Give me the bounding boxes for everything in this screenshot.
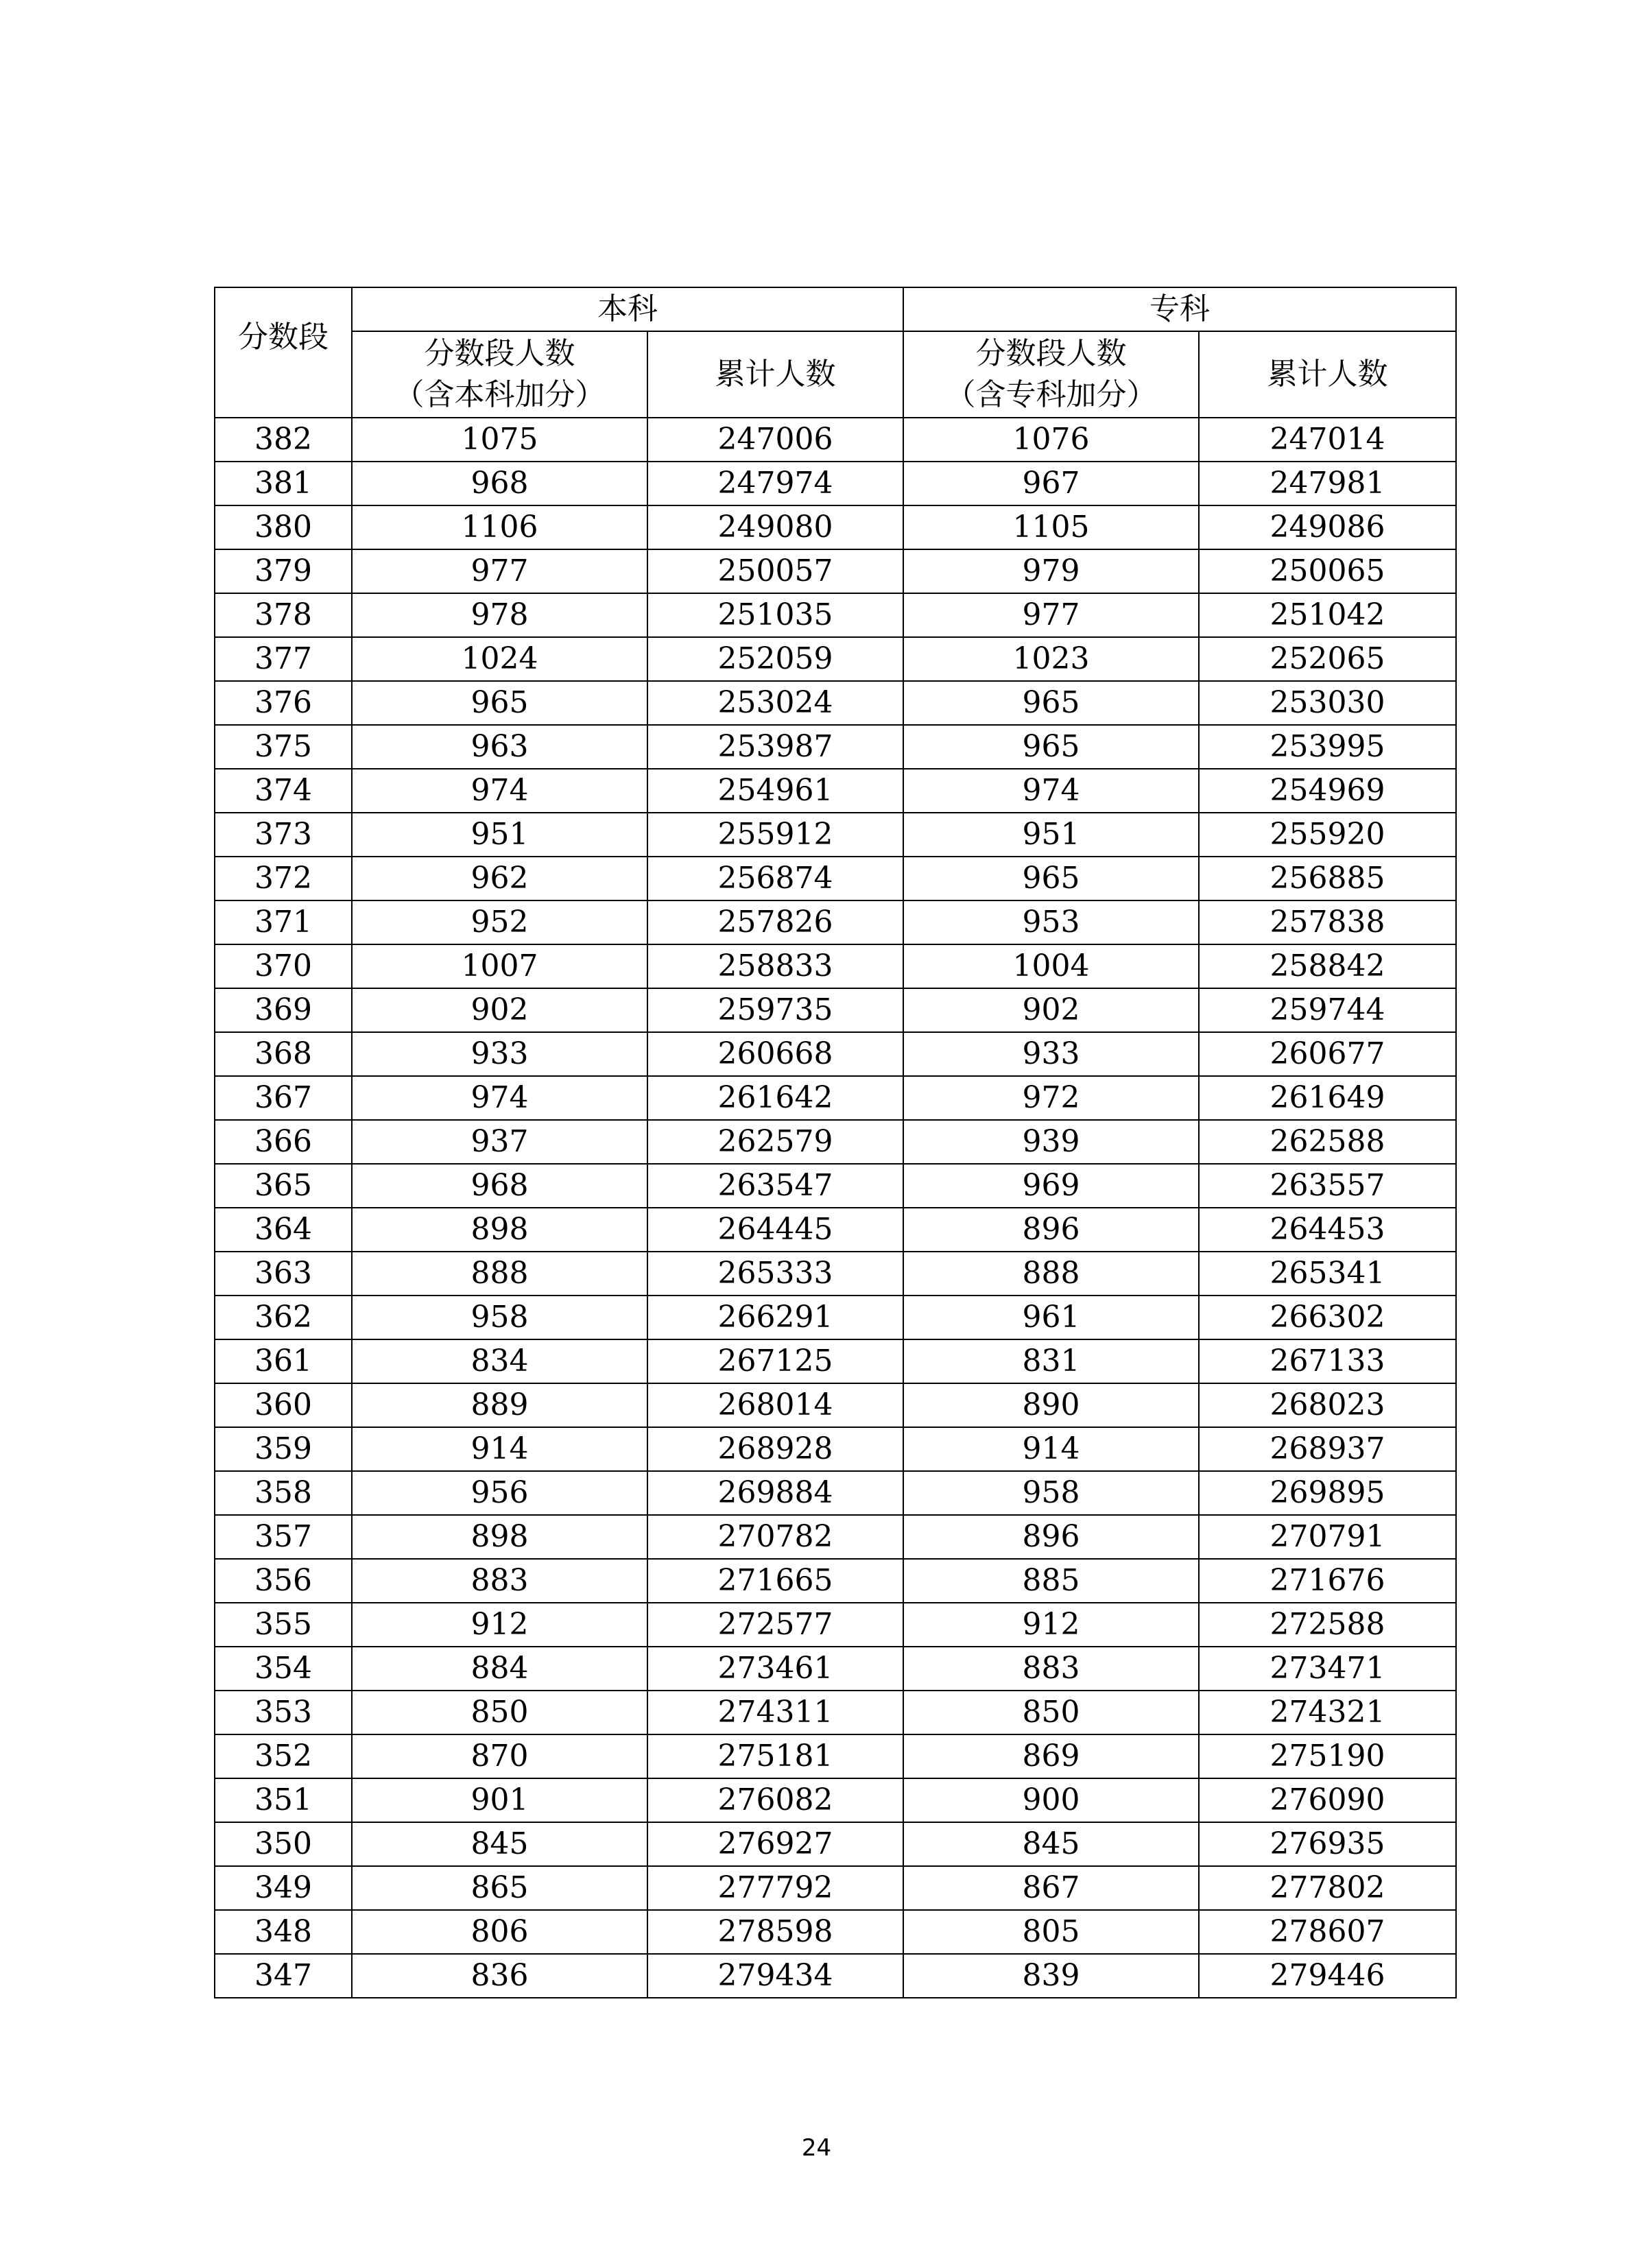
table-row (215, 1822, 1456, 1866)
table-row (215, 988, 1456, 1032)
benke-count-cell: 901 (352, 1778, 647, 1822)
zhuanke-cumulative-cell: 255920 (1199, 813, 1456, 857)
table-row (215, 1954, 1456, 1998)
score-cell: 360 (215, 1383, 352, 1427)
benke-cumulative-cell: 271665 (647, 1559, 903, 1603)
benke-cumulative-cell: 268014 (647, 1383, 903, 1427)
table-row (215, 418, 1456, 462)
benke-count-cell: 951 (352, 813, 647, 857)
zhuanke-cumulative-cell: 274321 (1199, 1691, 1456, 1734)
benke-count-cell: 870 (352, 1734, 647, 1778)
benke-count-header-line1: 分数段人数 (424, 336, 575, 371)
benke-count-cell: 806 (352, 1910, 647, 1954)
table-body (215, 418, 1456, 1998)
benke-cumulative-cell: 272577 (647, 1603, 903, 1647)
table-row (215, 769, 1456, 813)
table-row (215, 1076, 1456, 1120)
score-cell: 381 (215, 462, 352, 505)
zhuanke-count-cell: 867 (903, 1866, 1199, 1910)
table-row (215, 1910, 1456, 1954)
benke-cumulative-cell: 250057 (647, 549, 903, 593)
benke-cumulative-cell: 270782 (647, 1515, 903, 1559)
zhuanke-count-header-line1: 分数段人数 (975, 336, 1127, 371)
score-cell: 362 (215, 1296, 352, 1339)
score-cell: 369 (215, 988, 352, 1032)
benke-count-cell: 898 (352, 1208, 647, 1252)
zhuanke-cumulative-cell: 253995 (1199, 725, 1456, 769)
benke-count-cell: 850 (352, 1691, 647, 1734)
score-cell: 363 (215, 1252, 352, 1296)
score-cell: 354 (215, 1647, 352, 1691)
benke-cumulative-cell: 258833 (647, 944, 903, 988)
zhuanke-cumulative-cell: 253030 (1199, 681, 1456, 725)
benke-count-cell: 937 (352, 1120, 647, 1164)
table-row (215, 813, 1456, 857)
benke-count-cell: 933 (352, 1032, 647, 1076)
zhuanke-count-cell: 914 (903, 1427, 1199, 1471)
table-row (215, 505, 1456, 549)
benke-count-cell: 974 (352, 769, 647, 813)
score-column-header: 分数段 (215, 287, 352, 418)
zhuanke-count-cell: 839 (903, 1954, 1199, 1998)
zhuanke-cumulative-cell: 256885 (1199, 857, 1456, 900)
score-cell: 359 (215, 1427, 352, 1471)
score-cell: 348 (215, 1910, 352, 1954)
zhuanke-count-cell: 831 (903, 1339, 1199, 1383)
score-cell: 378 (215, 593, 352, 637)
benke-count-cell: 898 (352, 1515, 647, 1559)
zhuanke-count-cell: 965 (903, 857, 1199, 900)
page-number: 24 (801, 2134, 832, 2162)
score-cell: 364 (215, 1208, 352, 1252)
zhuanke-cumulative-cell: 278607 (1199, 1910, 1456, 1954)
benke-count-header (352, 331, 647, 418)
table-row (215, 1032, 1456, 1076)
benke-cumulative-cell: 276082 (647, 1778, 903, 1822)
table-row (215, 549, 1456, 593)
header-group-row (215, 287, 1456, 331)
benke-count-cell: 883 (352, 1559, 647, 1603)
benke-count-cell: 1075 (352, 418, 647, 462)
benke-count-cell: 958 (352, 1296, 647, 1339)
score-cell: 356 (215, 1559, 352, 1603)
benke-group-header: 本科 (352, 287, 903, 331)
score-cell: 368 (215, 1032, 352, 1076)
table-row (215, 944, 1456, 988)
zhuanke-count-cell: 900 (903, 1778, 1199, 1822)
table-row (215, 1120, 1456, 1164)
benke-cumulative-cell: 255912 (647, 813, 903, 857)
zhuanke-cumulative-cell: 249086 (1199, 505, 1456, 549)
zhuanke-cumulative-cell: 272588 (1199, 1603, 1456, 1647)
zhuanke-count-cell: 1076 (903, 418, 1199, 462)
benke-cumulative-cell: 257826 (647, 900, 903, 944)
benke-cumulative-cell: 251035 (647, 593, 903, 637)
table-row (215, 1339, 1456, 1383)
score-cell: 376 (215, 681, 352, 725)
table-header (215, 287, 1456, 418)
score-cell: 357 (215, 1515, 352, 1559)
benke-cumulative-header: 累计人数 (647, 331, 903, 418)
zhuanke-cumulative-cell: 268023 (1199, 1383, 1456, 1427)
benke-count-cell: 968 (352, 462, 647, 505)
header-sub-row (215, 331, 1456, 418)
zhuanke-group-header: 专科 (903, 287, 1456, 331)
zhuanke-count-cell: 912 (903, 1603, 1199, 1647)
zhuanke-cumulative-cell: 257838 (1199, 900, 1456, 944)
benke-cumulative-cell: 263547 (647, 1164, 903, 1208)
table-row (215, 1866, 1456, 1910)
zhuanke-count-cell: 885 (903, 1559, 1199, 1603)
zhuanke-count-cell: 969 (903, 1164, 1199, 1208)
zhuanke-cumulative-header: 累计人数 (1199, 331, 1456, 418)
score-cell: 365 (215, 1164, 352, 1208)
zhuanke-count-cell: 896 (903, 1208, 1199, 1252)
table-row (215, 637, 1456, 681)
zhuanke-cumulative-cell: 260677 (1199, 1032, 1456, 1076)
table-row (215, 1603, 1456, 1647)
score-cell: 347 (215, 1954, 352, 1998)
score-cell: 379 (215, 549, 352, 593)
zhuanke-cumulative-cell: 268937 (1199, 1427, 1456, 1471)
benke-cumulative-cell: 254961 (647, 769, 903, 813)
zhuanke-count-header-line2: （含专科加分） (945, 377, 1157, 412)
score-cell: 382 (215, 418, 352, 462)
zhuanke-cumulative-cell: 273471 (1199, 1647, 1456, 1691)
benke-cumulative-cell: 253024 (647, 681, 903, 725)
benke-count-header-line2: （含本科加分） (394, 377, 606, 412)
table-row (215, 1515, 1456, 1559)
benke-count-cell: 865 (352, 1866, 647, 1910)
benke-cumulative-cell: 278598 (647, 1910, 903, 1954)
benke-count-cell: 956 (352, 1471, 647, 1515)
benke-count-cell: 977 (352, 549, 647, 593)
benke-cumulative-cell: 253987 (647, 725, 903, 769)
zhuanke-cumulative-cell: 247014 (1199, 418, 1456, 462)
table-row (215, 1164, 1456, 1208)
benke-cumulative-cell: 262579 (647, 1120, 903, 1164)
zhuanke-cumulative-cell: 270791 (1199, 1515, 1456, 1559)
zhuanke-cumulative-cell: 266302 (1199, 1296, 1456, 1339)
score-distribution-table (214, 287, 1457, 1998)
benke-count-cell: 1007 (352, 944, 647, 988)
zhuanke-count-cell: 845 (903, 1822, 1199, 1866)
benke-cumulative-cell: 267125 (647, 1339, 903, 1383)
zhuanke-cumulative-cell: 276935 (1199, 1822, 1456, 1866)
benke-count-cell: 845 (352, 1822, 647, 1866)
table-row (215, 725, 1456, 769)
zhuanke-cumulative-cell: 275190 (1199, 1734, 1456, 1778)
score-cell: 366 (215, 1120, 352, 1164)
table-row (215, 1778, 1456, 1822)
zhuanke-cumulative-cell: 263557 (1199, 1164, 1456, 1208)
zhuanke-count-cell: 869 (903, 1734, 1199, 1778)
benke-count-cell: 1106 (352, 505, 647, 549)
table-row (215, 1559, 1456, 1603)
benke-count-cell: 965 (352, 681, 647, 725)
benke-count-cell: 974 (352, 1076, 647, 1120)
table-row (215, 1208, 1456, 1252)
benke-count-cell: 968 (352, 1164, 647, 1208)
zhuanke-cumulative-cell: 254969 (1199, 769, 1456, 813)
score-cell: 367 (215, 1076, 352, 1120)
benke-cumulative-cell: 247974 (647, 462, 903, 505)
table-row (215, 1734, 1456, 1778)
zhuanke-count-cell: 939 (903, 1120, 1199, 1164)
table-row (215, 1383, 1456, 1427)
zhuanke-cumulative-cell: 276090 (1199, 1778, 1456, 1822)
score-cell: 375 (215, 725, 352, 769)
zhuanke-cumulative-cell: 265341 (1199, 1252, 1456, 1296)
benke-cumulative-cell: 256874 (647, 857, 903, 900)
benke-cumulative-cell: 247006 (647, 418, 903, 462)
benke-cumulative-cell: 261642 (647, 1076, 903, 1120)
benke-cumulative-cell: 269884 (647, 1471, 903, 1515)
score-cell: 353 (215, 1691, 352, 1734)
benke-cumulative-cell: 252059 (647, 637, 903, 681)
zhuanke-count-cell: 972 (903, 1076, 1199, 1120)
zhuanke-count-cell: 805 (903, 1910, 1199, 1954)
zhuanke-count-cell: 965 (903, 725, 1199, 769)
table-row (215, 900, 1456, 944)
benke-cumulative-cell: 275181 (647, 1734, 903, 1778)
score-cell: 352 (215, 1734, 352, 1778)
table-row (215, 1427, 1456, 1471)
benke-count-cell: 836 (352, 1954, 647, 1998)
table-row (215, 593, 1456, 637)
benke-cumulative-cell: 249080 (647, 505, 903, 549)
zhuanke-cumulative-cell: 252065 (1199, 637, 1456, 681)
zhuanke-count-cell: 965 (903, 681, 1199, 725)
zhuanke-cumulative-cell: 251042 (1199, 593, 1456, 637)
zhuanke-count-cell: 896 (903, 1515, 1199, 1559)
benke-count-cell: 834 (352, 1339, 647, 1383)
zhuanke-cumulative-cell: 247981 (1199, 462, 1456, 505)
score-cell: 373 (215, 813, 352, 857)
score-cell: 380 (215, 505, 352, 549)
score-cell: 370 (215, 944, 352, 988)
benke-count-cell: 889 (352, 1383, 647, 1427)
zhuanke-cumulative-cell: 262588 (1199, 1120, 1456, 1164)
zhuanke-cumulative-cell: 261649 (1199, 1076, 1456, 1120)
benke-cumulative-cell: 276927 (647, 1822, 903, 1866)
table-row (215, 1471, 1456, 1515)
benke-count-cell: 952 (352, 900, 647, 944)
zhuanke-cumulative-cell: 264453 (1199, 1208, 1456, 1252)
benke-cumulative-cell: 274311 (647, 1691, 903, 1734)
benke-count-cell: 902 (352, 988, 647, 1032)
zhuanke-cumulative-cell: 258842 (1199, 944, 1456, 988)
zhuanke-cumulative-cell: 267133 (1199, 1339, 1456, 1383)
zhuanke-count-cell: 979 (903, 549, 1199, 593)
zhuanke-count-header (903, 331, 1199, 418)
score-cell: 371 (215, 900, 352, 944)
score-cell: 377 (215, 637, 352, 681)
benke-cumulative-cell: 268928 (647, 1427, 903, 1471)
benke-count-cell: 888 (352, 1252, 647, 1296)
benke-count-cell: 978 (352, 593, 647, 637)
benke-count-cell: 884 (352, 1647, 647, 1691)
score-cell: 351 (215, 1778, 352, 1822)
zhuanke-count-cell: 1023 (903, 637, 1199, 681)
benke-count-cell: 962 (352, 857, 647, 900)
score-cell: 349 (215, 1866, 352, 1910)
benke-cumulative-cell: 277792 (647, 1866, 903, 1910)
benke-cumulative-cell: 264445 (647, 1208, 903, 1252)
zhuanke-cumulative-cell: 269895 (1199, 1471, 1456, 1515)
zhuanke-cumulative-cell: 277802 (1199, 1866, 1456, 1910)
table-row (215, 462, 1456, 505)
table-row (215, 857, 1456, 900)
benke-count-cell: 912 (352, 1603, 647, 1647)
zhuanke-count-cell: 967 (903, 462, 1199, 505)
zhuanke-count-cell: 933 (903, 1032, 1199, 1076)
table-row (215, 1691, 1456, 1734)
zhuanke-cumulative-cell: 271676 (1199, 1559, 1456, 1603)
benke-cumulative-cell: 259735 (647, 988, 903, 1032)
benke-count-cell: 914 (352, 1427, 647, 1471)
zhuanke-count-cell: 1105 (903, 505, 1199, 549)
benke-cumulative-cell: 265333 (647, 1252, 903, 1296)
score-cell: 358 (215, 1471, 352, 1515)
score-cell: 374 (215, 769, 352, 813)
zhuanke-count-cell: 958 (903, 1471, 1199, 1515)
zhuanke-count-cell: 902 (903, 988, 1199, 1032)
score-cell: 355 (215, 1603, 352, 1647)
score-cell: 350 (215, 1822, 352, 1866)
benke-count-cell: 963 (352, 725, 647, 769)
zhuanke-count-cell: 890 (903, 1383, 1199, 1427)
table-row (215, 1252, 1456, 1296)
benke-cumulative-cell: 260668 (647, 1032, 903, 1076)
zhuanke-count-cell: 850 (903, 1691, 1199, 1734)
benke-cumulative-cell: 279434 (647, 1954, 903, 1998)
zhuanke-count-cell: 961 (903, 1296, 1199, 1339)
zhuanke-cumulative-cell: 279446 (1199, 1954, 1456, 1998)
zhuanke-cumulative-cell: 250065 (1199, 549, 1456, 593)
benke-cumulative-cell: 266291 (647, 1296, 903, 1339)
table-row (215, 1647, 1456, 1691)
benke-count-cell: 1024 (352, 637, 647, 681)
zhuanke-count-cell: 953 (903, 900, 1199, 944)
score-cell: 361 (215, 1339, 352, 1383)
zhuanke-count-cell: 974 (903, 769, 1199, 813)
zhuanke-cumulative-cell: 259744 (1199, 988, 1456, 1032)
table-row (215, 681, 1456, 725)
benke-cumulative-cell: 273461 (647, 1647, 903, 1691)
zhuanke-count-cell: 883 (903, 1647, 1199, 1691)
zhuanke-count-cell: 888 (903, 1252, 1199, 1296)
zhuanke-count-cell: 1004 (903, 944, 1199, 988)
zhuanke-count-cell: 951 (903, 813, 1199, 857)
score-cell: 372 (215, 857, 352, 900)
table-row (215, 1296, 1456, 1339)
zhuanke-count-cell: 977 (903, 593, 1199, 637)
